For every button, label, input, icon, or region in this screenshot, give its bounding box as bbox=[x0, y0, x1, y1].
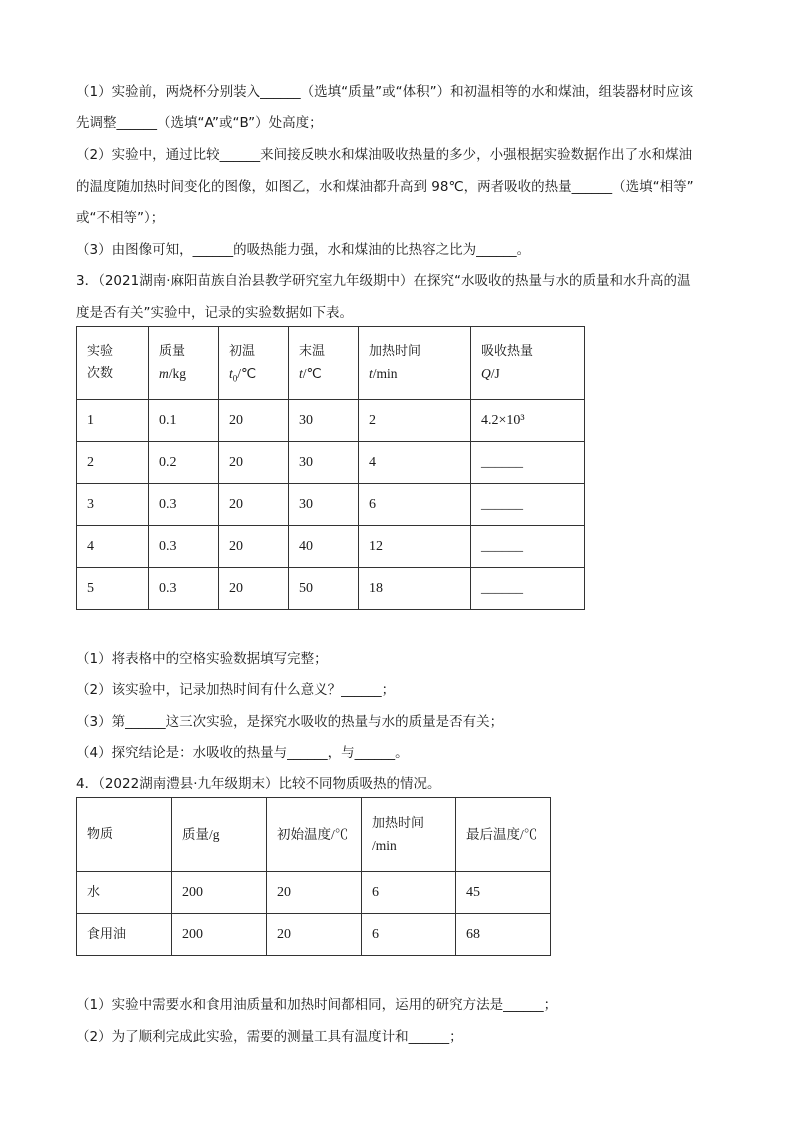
table-cell: 40 bbox=[289, 526, 359, 568]
q2-line-5: 或“不相等”）； bbox=[76, 210, 165, 226]
q3-question-4: （4）探究结论是：水吸收的热量与______，与______。 bbox=[76, 745, 409, 761]
header-label: 实验 bbox=[87, 344, 114, 359]
table-row bbox=[77, 484, 585, 526]
header-cell: 物质 bbox=[77, 798, 172, 872]
table-cell: 6 bbox=[359, 484, 471, 526]
table-cell: 20 bbox=[219, 526, 289, 568]
table-row bbox=[77, 914, 551, 956]
header-label: 次数 bbox=[87, 366, 114, 381]
table-cell: 20 bbox=[267, 914, 362, 956]
header-cell bbox=[471, 327, 585, 400]
header-unit: m/kg bbox=[159, 366, 187, 381]
table-cell: 0.3 bbox=[149, 484, 219, 526]
table-cell: 30 bbox=[289, 484, 359, 526]
table-row bbox=[77, 442, 585, 484]
table-cell: 20 bbox=[219, 484, 289, 526]
table-cell: 1 bbox=[77, 400, 149, 442]
table-cell: 6 bbox=[362, 872, 456, 914]
table-cell: 2 bbox=[77, 442, 149, 484]
table-cell: 0.2 bbox=[149, 442, 219, 484]
header-cell bbox=[219, 327, 289, 400]
table-cell: 20 bbox=[219, 568, 289, 610]
q3-question-3: （3）第______这三次实验，是探究水吸收的热量与水的质量是否有关； bbox=[76, 714, 504, 730]
header-cell bbox=[77, 327, 149, 400]
table-cell: 200 bbox=[172, 872, 267, 914]
answer-blank: ______ bbox=[471, 442, 585, 484]
answer-blank: ______ bbox=[471, 568, 585, 610]
header-label: 末温 bbox=[299, 344, 326, 359]
header-cell bbox=[289, 327, 359, 400]
header-cell: 最后温度/℃ bbox=[456, 798, 551, 872]
table-cell: 0.1 bbox=[149, 400, 219, 442]
q4-intro: 4．（2022湖南澧县·九年级期末）比较不同物质吸热的情况。 bbox=[76, 776, 441, 792]
q2-line-2: 先调整______（选填“A”或“B”）处高度； bbox=[76, 115, 323, 131]
q4-question-1: （1）实验中需要水和食用油质量和加热时间都相同，运用的研究方法是______； bbox=[76, 997, 558, 1013]
answer-blank: ______ bbox=[471, 526, 585, 568]
header-cell: 初始温度/℃ bbox=[267, 798, 362, 872]
table-cell: 食用油 bbox=[77, 914, 172, 956]
header-unit: $t_0/℃$ bbox=[229, 366, 257, 384]
table-cell: 0.3 bbox=[149, 526, 219, 568]
header-unit: /min bbox=[372, 837, 397, 853]
table-cell: 4 bbox=[77, 526, 149, 568]
table-row bbox=[77, 872, 551, 914]
header-cell bbox=[149, 327, 219, 400]
table-cell: 5 bbox=[77, 568, 149, 610]
q2-line-6: （3）由图像可知，______的吸热能力强，水和煤油的比热容之比为______。 bbox=[76, 242, 531, 258]
table-cell: 20 bbox=[219, 400, 289, 442]
header-label: 加热时间 bbox=[372, 815, 425, 831]
table-cell: 45 bbox=[456, 872, 551, 914]
header-label: 吸收热量 bbox=[481, 344, 534, 359]
header-unit: t/min bbox=[369, 366, 398, 381]
answer-blank: ______ bbox=[471, 484, 585, 526]
table-cell: 6 bbox=[362, 914, 456, 956]
table-cell: 0.3 bbox=[149, 568, 219, 610]
table-cell: 68 bbox=[456, 914, 551, 956]
q2-line-3: （2）实验中，通过比较______来间接反映水和煤油吸收热量的多少，小强根据实验数据作出了水和煤油 bbox=[76, 147, 693, 163]
q2-line-4: 的温度随加热时间变化的图像，如图乙，水和煤油都升高到 98℃，两者吸收的热量______（选填“相等” bbox=[76, 179, 694, 195]
table-cell: 3 bbox=[77, 484, 149, 526]
q3-question-1: （1）将表格中的空格实验数据填写完整； bbox=[76, 651, 328, 667]
table-cell: 200 bbox=[172, 914, 267, 956]
table-row bbox=[77, 400, 585, 442]
header-unit: Q/J bbox=[481, 366, 500, 381]
header-cell bbox=[359, 327, 471, 400]
q3-question-2: （2）该实验中，记录加热时间有什么意义？______； bbox=[76, 682, 396, 698]
table-cell: 30 bbox=[289, 400, 359, 442]
header-cell bbox=[362, 798, 456, 872]
table-row bbox=[77, 568, 585, 610]
table-cell: 4.2×10³ bbox=[471, 400, 585, 442]
header-cell: 质量/g bbox=[172, 798, 267, 872]
table-cell: 12 bbox=[359, 526, 471, 568]
q3-data-table bbox=[76, 326, 585, 610]
table-cell: 20 bbox=[267, 872, 362, 914]
q4-data-table bbox=[76, 797, 551, 956]
table-header-row bbox=[77, 798, 551, 872]
table-cell: 30 bbox=[289, 442, 359, 484]
header-label: 质量 bbox=[159, 344, 186, 359]
header-label: 初温 bbox=[229, 344, 256, 359]
table-cell: 2 bbox=[359, 400, 471, 442]
q3-intro-line-1: 3．（2021湖南·麻阳苗族自治县教学研究室九年级期中）在探究“水吸收的热量与水的质量和水升高的温 bbox=[76, 273, 691, 289]
table-cell: 4 bbox=[359, 442, 471, 484]
table-cell: 20 bbox=[219, 442, 289, 484]
table-header-row bbox=[77, 327, 585, 400]
header-label: 加热时间 bbox=[369, 344, 422, 359]
table-row bbox=[77, 526, 585, 568]
table-cell: 水 bbox=[77, 872, 172, 914]
q3-intro-line-2: 度是否有关”实验中，记录的实验数据如下表。 bbox=[76, 305, 353, 321]
table-cell: 18 bbox=[359, 568, 471, 610]
q4-question-2: （2）为了顺利完成此实验，需要的测量工具有温度计和______； bbox=[76, 1029, 463, 1045]
q2-line-1: （1）实验前，两烧杯分别装入______（选填“质量”或“体积”）和初温相等的水和煤油，组装器材时应该 bbox=[76, 84, 694, 100]
header-unit: t/℃ bbox=[299, 366, 322, 381]
table-cell: 50 bbox=[289, 568, 359, 610]
